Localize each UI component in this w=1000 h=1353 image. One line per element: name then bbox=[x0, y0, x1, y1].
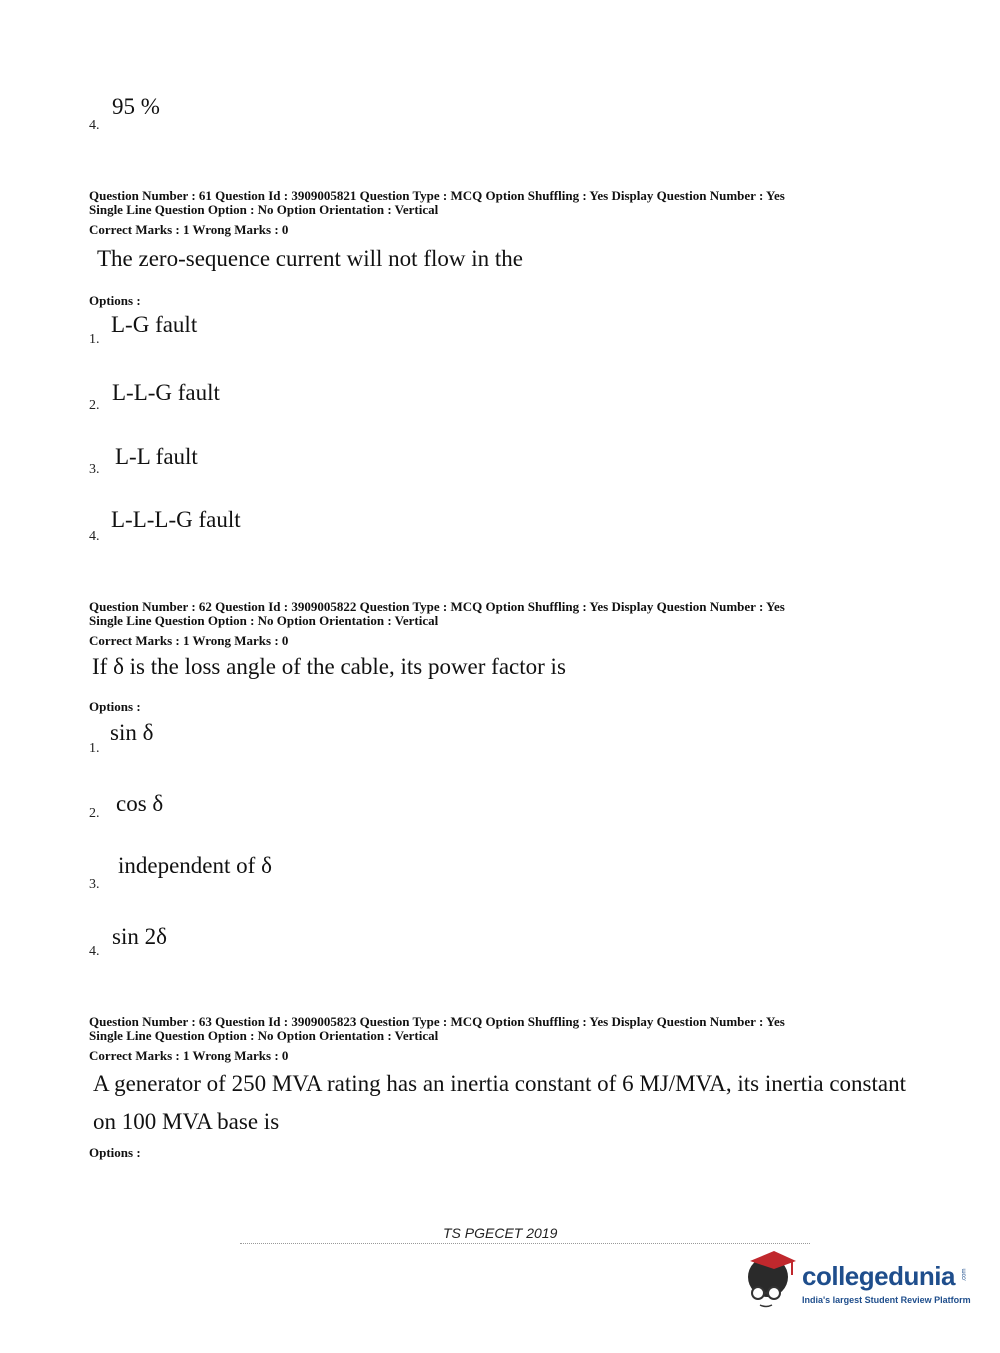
q61-options-label: Options : bbox=[89, 293, 141, 308]
q61-marks: Correct Marks : 1 Wrong Marks : 0 bbox=[89, 222, 289, 237]
q63-question-text-line2: on 100 MVA base is bbox=[93, 1109, 280, 1134]
q61-option-2-text: L-L-G fault bbox=[112, 380, 220, 405]
q62-question-text: If δ is the loss angle of the cable, its power factor is bbox=[92, 654, 566, 679]
q61-option-3-text: L-L fault bbox=[115, 444, 198, 469]
q61-option-2-number: 2. bbox=[89, 398, 100, 413]
q63-marks: Correct Marks : 1 Wrong Marks : 0 bbox=[89, 1048, 289, 1063]
q61-option-1-number: 1. bbox=[89, 332, 100, 347]
q62-option-3-text: independent of δ bbox=[118, 853, 272, 878]
q63-meta-line2: Single Line Question Option : No Option Orientation : Vertical bbox=[89, 1028, 439, 1043]
q63-options-label: Options : bbox=[89, 1145, 141, 1160]
q63-question-text-line1: A generator of 250 MVA rating has an inertia constant of 6 MJ/MVA, its inertia constant bbox=[93, 1071, 906, 1096]
q62-meta-line1: Question Number : 62 Question Id : 3909005822 Question Type : MCQ Option Shuffling : Yes Display Question Number : Yes bbox=[89, 599, 785, 614]
q61-meta-line1: Question Number : 61 Question Id : 3909005821 Question Type : MCQ Option Shuffling : Yes Display Question Number : Yes bbox=[89, 188, 785, 203]
q62-option-4-text: sin 2δ bbox=[112, 924, 167, 949]
q62-option-3-number: 3. bbox=[89, 877, 100, 892]
q63-meta-line1: Question Number : 63 Question Id : 3909005823 Question Type : MCQ Option Shuffling : Yes Display Question Number : Yes bbox=[89, 1014, 785, 1029]
q61-option-3-number: 3. bbox=[89, 462, 100, 477]
prev-option-number: 4. bbox=[89, 118, 100, 133]
q61-option-4-number: 4. bbox=[89, 529, 100, 544]
q62-marks: Correct Marks : 1 Wrong Marks : 0 bbox=[89, 633, 289, 648]
q62-option-2-text: cos δ bbox=[116, 791, 164, 816]
q62-options-label: Options : bbox=[89, 699, 141, 714]
collegedunia-logo-name: collegedunia bbox=[802, 1261, 955, 1291]
q61-option-1-text: L-G fault bbox=[111, 312, 198, 337]
prev-option-text: 95 % bbox=[112, 94, 160, 119]
q62-meta-line2: Single Line Question Option : No Option Orientation : Vertical bbox=[89, 613, 439, 628]
collegedunia-tagline: India's largest Student Review Platform bbox=[802, 1295, 971, 1305]
q62-option-4-number: 4. bbox=[89, 944, 100, 959]
collegedunia-logo-suffix: .com bbox=[961, 1268, 968, 1282]
q62-option-1-text: sin δ bbox=[110, 720, 154, 745]
q61-meta-line2: Single Line Question Option : No Option Orientation : Vertical bbox=[89, 202, 439, 217]
q61-question-text: The zero-sequence current will not flow in the bbox=[97, 246, 523, 271]
footer-title: TS PGECET 2019 bbox=[443, 1225, 558, 1241]
q61-option-4-text: L-L-L-G fault bbox=[111, 507, 241, 532]
footer-divider bbox=[240, 1243, 810, 1244]
q62-option-1-number: 1. bbox=[89, 741, 100, 756]
collegedunia-mascot-icon bbox=[740, 1247, 802, 1309]
q62-option-2-number: 2. bbox=[89, 806, 100, 821]
